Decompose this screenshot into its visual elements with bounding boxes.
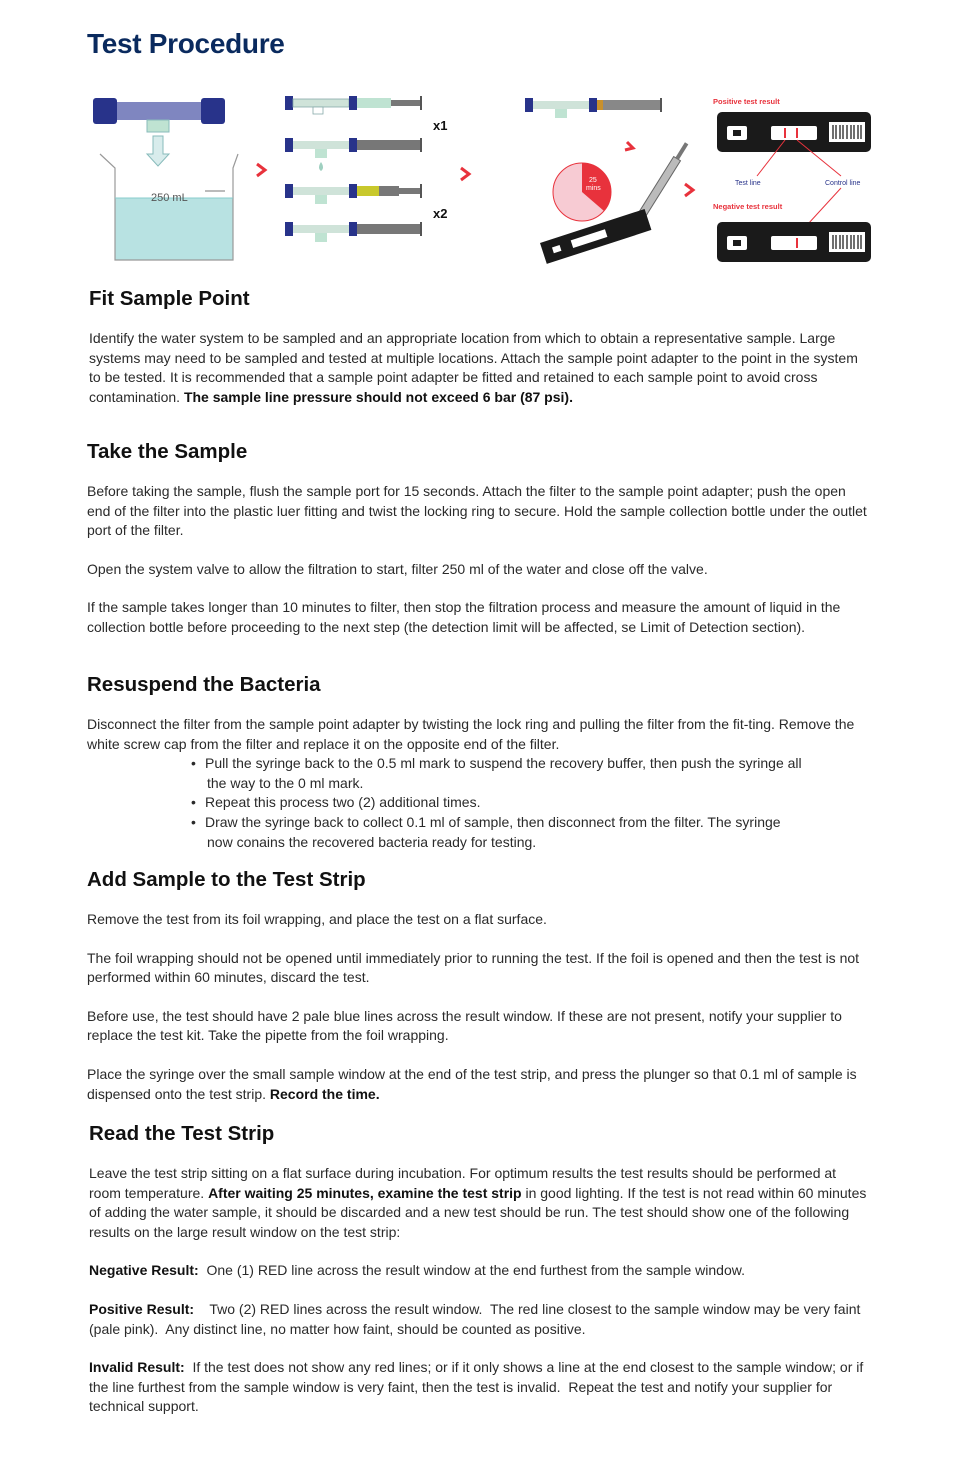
invalid-result-paragraph: Invalid Result: If the test does not show any red lines; or if it only shows a line at the end closest to the sample window; or if the line furthest from the sample window is very faint, then the test is invalid. Repeat the test and notify your supplier for technical support.: [89, 1359, 868, 1415]
section-heading: Take the Sample: [87, 440, 248, 463]
step-arrow-3-icon: [685, 184, 693, 196]
resuspend-steps-list: [87, 754, 867, 852]
control-line-label: Control line: [825, 180, 861, 187]
section-take-sample: [87, 440, 867, 638]
timer-minutes-unit: mins: [586, 185, 601, 192]
beaker-volume-label: 250 mL: [151, 192, 188, 204]
test-procedure-illustration: [85, 88, 885, 270]
filter-rows-illustration: [285, 96, 447, 242]
section-fit-sample-point: [89, 287, 869, 407]
step-arrow-2-icon: [461, 168, 469, 180]
record-time-note: Record the time.: [269, 1085, 380, 1102]
dispense-illustration: [525, 98, 690, 264]
section-heading: Resuspend the Bacteria: [87, 673, 321, 696]
list-item: • Pull the syringe back to the 0.5 ml mark to suspend the recovery buffer, then push the syringe all the way to the 0 ml mark.: [189, 754, 867, 793]
section-paragraph: Place the syringe over the small sample window at the end of the test strip, and press the plunger so that 0.1 ml of sample is dispensed onto the test strip. Record the time.: [87, 1065, 857, 1102]
section-paragraph: Disconnect the filter from the sample point adapter by twisting the lock ring and pulling the filter from the fit-ting. Remove the white screw cap from the filter and replace it on the opposite end of the filter.: [87, 716, 855, 752]
pressure-warning: The sample line pressure should not exceed 6 bar (87 psi).: [183, 388, 573, 405]
list-item: • Draw the syringe back to collect 0.1 ml of sample, then disconnect from the filter. The syringe now conains the recovered bacteria ready for testing.: [189, 813, 867, 852]
list-item: • Repeat this process two (2) additional times.: [189, 793, 867, 813]
section-heading: Read the Test Strip: [89, 1122, 275, 1145]
section-heading: Fit Sample Point: [89, 287, 250, 310]
negative-result-paragraph: Negative Result: One (1) RED line across the result window at the end furthest from the sample window.: [89, 1262, 745, 1279]
result-strips-illustration: [713, 97, 871, 262]
test-line-label: Test line: [735, 180, 761, 187]
section-paragraph: Before use, the test should have 2 pale blue lines across the result window. If these are not present, notify your supplier to replace the test kit. Take the pipette from the foil wrapping.: [87, 1007, 842, 1044]
positive-result-paragraph: Positive Result: Two (2) RED lines across the result window. The red line closest to the sample window may be very faint (pale pink). Any distinct line, no matter how faint, should be counted as positive.: [89, 1300, 865, 1337]
section-paragraph: If the sample takes longer than 10 minutes to filter, then stop the filtration process and measure the amount of liquid in the collection bottle before proceeding to the next step (the detection limit will be affected, se Limit of Detection section).: [87, 599, 841, 635]
step-arrow-1-icon: [257, 164, 265, 176]
repeat-x2-label: x2: [433, 206, 448, 221]
page-title: Test Procedure: [87, 28, 285, 59]
negative-result-label: Negative test result: [713, 202, 783, 211]
section-paragraph: Identify the water system to be sampled and an appropriate location from which to obtain a representative sample. Large systems may need to be sampled and tested at multiple locations. Attach the sample point adapter to the point in the system to be tested. It is recommended that a sample point adapter be fitted and retained to each sample point to avoid cross contamination. The sample line pressure should not exceed 6 bar (87 psi).: [89, 330, 858, 405]
section-paragraph: Remove the test from its foil wrapping, and place the test on a flat surface.: [87, 911, 547, 927]
section-paragraph: Open the system valve to allow the filtration to start, filter 250 ml of the water and close off the valve.: [87, 560, 708, 577]
section-paragraph: Before taking the sample, flush the sample port for 15 seconds. Attach the filter to the sample point adapter; push the open end of the filter into the plastic luer fitting and twist the locking ring to secure. Hold the sample collection bottle under the outlet port of the filter.: [87, 483, 867, 539]
section-read-test-strip: [89, 1122, 869, 1417]
section-paragraph: The foil wrapping should not be opened until immediately prior to running the test. If the foil is opened and then the test is not performed within 60 minutes, discard the test.: [87, 949, 860, 986]
repeat-x1-label: x1: [433, 118, 448, 133]
beaker-illustration: [93, 98, 238, 260]
section-resuspend-bacteria: [87, 673, 867, 852]
section-add-sample: [87, 868, 867, 1104]
section-paragraph: Leave the test strip sitting on a flat surface during incubation. For optimum results the test results should be performed at room temperature. After waiting 25 minutes, examine the test strip in good lighting. If the test is not read within 60 minutes of adding the water sample, it should be discarded and a new test should be run. The test should show one of the following results on the large result window on the test strip:: [89, 1165, 867, 1240]
timer-minutes-value: 25: [589, 177, 597, 184]
positive-result-label: Positive test result: [713, 97, 780, 106]
section-heading: Add Sample to the Test Strip: [87, 868, 366, 891]
